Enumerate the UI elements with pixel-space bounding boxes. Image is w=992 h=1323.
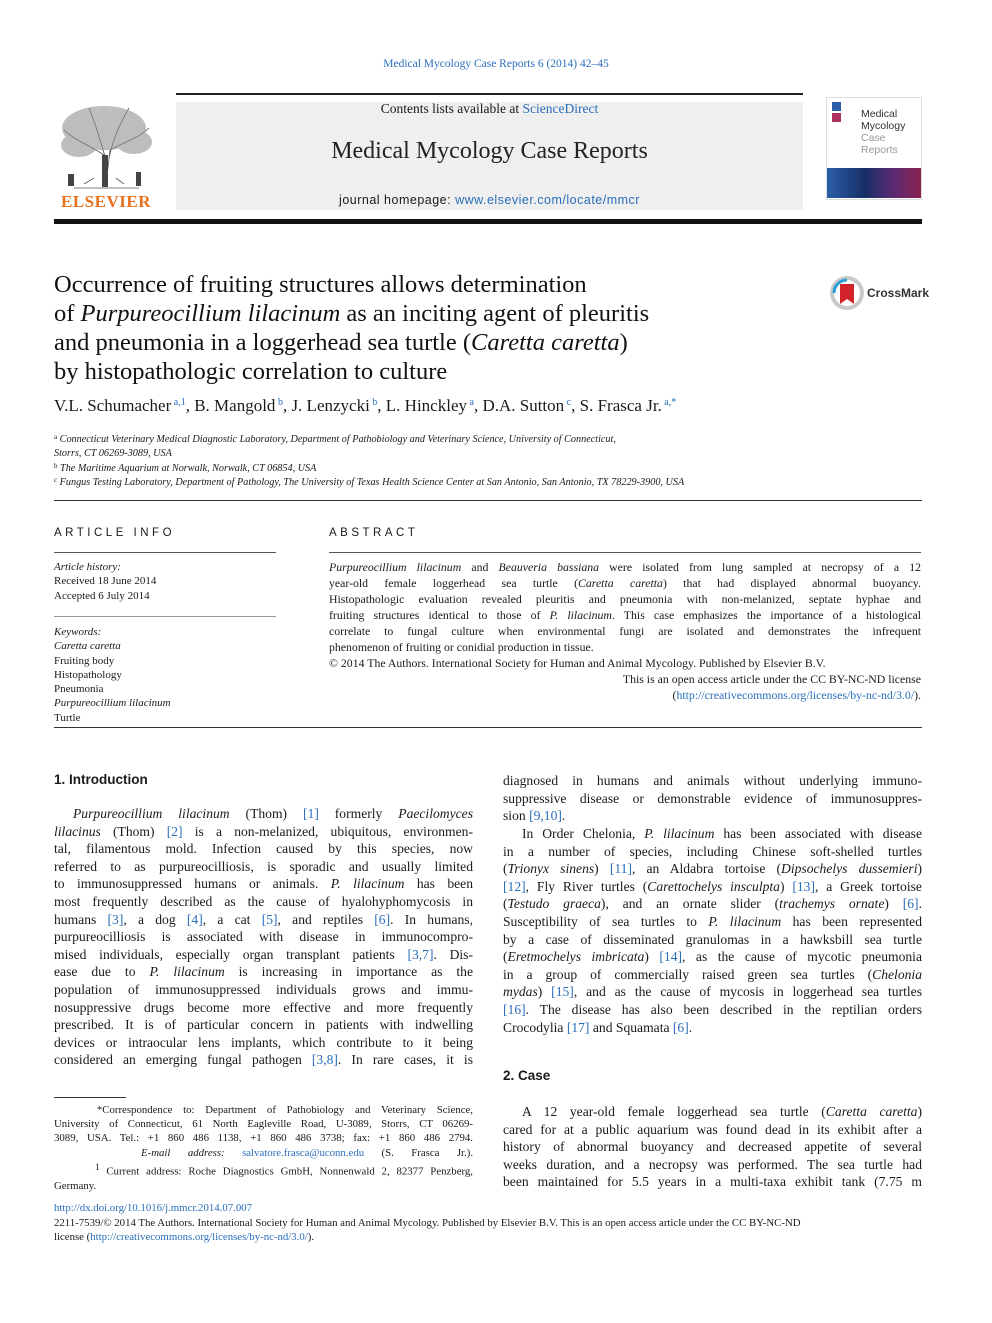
abstract-text — [329, 559, 921, 655]
chelonia-paragraph — [503, 825, 922, 1036]
author-affiliation-marker[interactable]: a,* — [661, 397, 677, 408]
crossmark-badge[interactable] — [829, 275, 929, 311]
citation-link[interactable]: [6] — [672, 1019, 689, 1035]
citation-link[interactable]: [17] — [566, 1019, 590, 1035]
footnote-line: 3089, USA. Tel.: +1 860 486 1138, +1 860 486 3738; fax: +1 860 486 2794. — [54, 1132, 473, 1145]
journal-homepage — [176, 193, 803, 207]
abstract-open-access: This is an open access article under the CC BY-NC-ND license — [622, 672, 921, 686]
abstract-line: Purpureocillium lilacinum and Beauveria bassiana were isolated from lung sampled at necropsy of a 12 — [329, 560, 921, 574]
body-line: sion [9,10]. — [503, 808, 566, 824]
body-line: devices or intraocular lens implants, which contribute to it being — [54, 1034, 473, 1050]
body-line: considered an emerging fungal pathogen [3,8]. In rare cases, it is — [54, 1052, 473, 1068]
journal-title[interactable]: Medical Mycology Case Reports — [331, 138, 648, 164]
body-line: diagnosed in humans and animals without underlying immuno- — [503, 773, 922, 788]
keyword-list — [54, 639, 276, 725]
author-affiliation-marker[interactable]: b — [369, 397, 378, 408]
cover-title-line: Mycology — [861, 120, 906, 132]
homepage-link[interactable]: www.elsevier.com/locate/mmcr — [455, 193, 640, 207]
title-segment: Occurrence of fruiting structures allows determination — [54, 271, 587, 298]
article-info-heading: ARTICLE INFO — [54, 527, 176, 539]
license-prefix: license ( — [54, 1231, 91, 1243]
case-heading: 2. Case — [503, 1068, 551, 1083]
affiliation-marker: a — [54, 433, 58, 441]
abstract-license: (http://creativecommons.org/licenses/by-nc-nd/3.0/). — [672, 688, 921, 702]
abstract-line: phenomenon of fruiting or conidial production in tissue. — [329, 640, 594, 654]
author-name[interactable]: S. Frasca Jr. — [579, 396, 662, 415]
body-line: in a number of species, including Chinese soft-shelled turtles — [503, 843, 922, 859]
crossmark-label: CrossMark — [867, 286, 930, 300]
footnote-line: *Correspondence to: Department of Pathobiology and Veterinary Science, — [54, 1104, 473, 1116]
body-line: lilacinus (Thom) [2] is a non-melanized, ubiquitous, environmen- — [54, 823, 473, 839]
affiliation-marker: b — [54, 462, 58, 470]
citation-link[interactable]: [5] — [261, 911, 278, 927]
affiliations-rule — [54, 500, 922, 501]
citation-link[interactable]: [3,7] — [407, 946, 434, 962]
abstract-license-link[interactable]: http://creativecommons.org/licenses/by-nc-nd/3.0/ — [676, 688, 915, 702]
crossmark-icon — [829, 275, 865, 311]
body-line: by a case of disseminated granulomas in a hawksbill sea turtle — [503, 931, 922, 947]
accepted-date: Accepted 6 July 2014 — [54, 589, 150, 602]
author-name[interactable]: J. Lenzycki — [291, 396, 370, 415]
license-line — [54, 1230, 924, 1245]
contents-line — [176, 101, 803, 117]
footnote-line: University of Connecticut, 61 North Eagleville Road, U-3089, Storrs, CT 06269- — [54, 1118, 473, 1131]
title-segment: as an inciting agent of pleuritis — [340, 300, 650, 327]
citation-link[interactable]: salvatore.frasca@uconn.edu — [242, 1146, 365, 1159]
cover-title-line: Case — [861, 132, 886, 144]
title-segment: by histopathologic correlation to culture — [54, 358, 448, 385]
body-line: population of immunosuppressed individuals grows and immu- — [54, 981, 473, 997]
cover-image-strip — [827, 168, 921, 198]
citation-link[interactable]: [15] — [551, 984, 574, 1000]
body-line: Susceptibility of sea turtles to P. lilacinum has been represented — [503, 913, 923, 929]
author-affiliation-marker[interactable]: a,1 — [171, 397, 186, 408]
abstract-rule — [329, 552, 921, 553]
affiliation-c — [54, 473, 924, 490]
cover-square-icon — [832, 113, 841, 122]
footnote-line: E-mail address: salvatore.frasca@uconn.edu (S. Frasca Jr.). — [141, 1146, 474, 1159]
author-affiliation-marker[interactable]: b — [275, 397, 283, 408]
footnotes — [54, 1103, 473, 1193]
body-line: nosuppressive drugs become more effective and more frequently — [54, 999, 473, 1015]
body-line: mydas) [15], and as the cause of mycosis in loggerhead sea turtles — [503, 984, 922, 1000]
received-date: Received 18 June 2014 — [54, 575, 157, 588]
citation-link[interactable]: [12] — [503, 878, 526, 894]
license-link[interactable]: http://creativecommons.org/licenses/by-nc-nd/3.0/ — [90, 1231, 308, 1243]
body-line: [12], Fly River turtles (Carettochelys insculpta) [13], a Greek tortoise — [503, 878, 922, 894]
author-name[interactable]: B. Mangold — [194, 396, 276, 415]
body-line: A 12 year-old female loggerhead sea turtle (Caretta caretta) — [522, 1104, 922, 1119]
elsevier-logo[interactable] — [54, 100, 158, 212]
abstract-body — [329, 559, 921, 703]
keywords-block — [54, 625, 276, 725]
body-line: (Eretmochelys imbricata) [14], as the cause of mycotic pneumonia — [503, 949, 922, 965]
body-line: [16]. The disease has also been described in the reptilian orders — [503, 1001, 922, 1017]
body-line: cared for at a public aquarium was found dead in its exhibit after a — [503, 1121, 922, 1137]
case-paragraph — [503, 1103, 922, 1191]
citation-link[interactable]: [2] — [166, 823, 183, 839]
doi-link[interactable]: http://dx.doi.org/10.1016/j.mmcr.2014.07.007 — [54, 1202, 253, 1214]
journal-citation[interactable]: Medical Mycology Case Reports 6 (2014) 42–45 — [383, 58, 609, 70]
abstract-copyright: © 2014 The Authors. International Society for Human and Animal Mycology. Published by Elsevier B.V. — [329, 656, 826, 670]
keywords-rule — [54, 616, 276, 617]
abstract-line: fruiting structures identical to those of P. lilacinum. This case emphasizes the importance of a histological — [329, 608, 921, 622]
citation-link[interactable]: [16] — [503, 1001, 526, 1017]
title-italic-segment: Caretta caretta — [471, 329, 620, 356]
body-line: weeks duration, and a necropsy was performed. The sea turtle had — [503, 1156, 922, 1172]
license-suffix: ). — [307, 1231, 315, 1243]
author-affiliation-marker[interactable]: a — [467, 397, 474, 408]
title-italic-segment: Purpureocillium lilacinum — [80, 300, 341, 327]
abstract-line: year-old female loggerhead sea turtle (Caretta caretta) that had displayed abnormal buoyancy. — [329, 576, 921, 590]
cover-title-line: Reports — [861, 144, 898, 156]
introduction-heading: 1. Introduction — [54, 772, 148, 787]
author-list: V.L. Schumacher $^{a,1}$, B. Mangold $^b$, J. Lenzycki $^b$, L. Hinckley $^a$, D.A. Sutton $^c$, S. Frasca Jr. $^{a,*}$ — [54, 396, 677, 415]
citation-link[interactable]: [14] — [659, 949, 683, 965]
body-line: to immunosuppressed humans or animals. P. lilacinum has been — [54, 876, 473, 892]
body-line: mised individuals, especially organ transplant patients [3,7]. Dis- — [54, 946, 473, 962]
citation-link[interactable]: [11] — [609, 861, 632, 877]
body-line: suppressive disease or demonstrable evidence of immunosuppres- — [503, 790, 922, 806]
homepage-prefix: journal homepage: — [339, 193, 452, 207]
article-title — [54, 270, 774, 386]
issn-line: 2211-7539/© 2014 The Authors. International Society for Human and Animal Mycology. Published by Elsevier B.V. This is an open access article under the CC BY-NC-ND — [54, 1216, 801, 1229]
body-line: ease due to P. lilacinum is increasing in importance as the — [54, 964, 473, 980]
keyword-item: Caretta caretta — [54, 640, 121, 653]
affiliation-text-line2: Storrs, CT 06269-3089, USA — [54, 448, 172, 459]
keyword-item: Histopathology — [54, 668, 122, 681]
introduction-paragraph — [54, 805, 473, 1069]
sciencedirect-link[interactable]: ScienceDirect — [522, 101, 599, 116]
bottom-matter — [54, 1201, 924, 1245]
history-label: Article history: — [54, 561, 121, 573]
footnote-line: $^1$ Current address: Roche Diagnostics GmbH, Nonnenwald 2, 82377 Penzberg, — [95, 1161, 473, 1178]
footnote-rule — [54, 1097, 126, 1098]
elsevier-wordmark: ELSEVIER — [61, 192, 151, 211]
footnote-line: Germany. — [54, 1179, 97, 1192]
keyword-item: Fruiting body — [54, 654, 115, 667]
body-line: most frequently described as the cause of hyalohyphomycosis in — [54, 893, 473, 909]
body-line: (Trionyx sinens) [11], an Aldabra tortoise (Dipsochelys dussemieri) — [503, 861, 923, 877]
abstract-heading: ABSTRACT — [329, 527, 419, 539]
body-line: humans [3], a dog [4], a cat [5], and reptiles [6]. In humans, — [54, 911, 473, 927]
keyword-item: Purpureocillium lilacinum — [54, 697, 171, 710]
journal-cover-thumbnail[interactable] — [826, 97, 922, 200]
citation-link[interactable]: [6] — [374, 911, 391, 927]
body-line: in a group of commercially raised green sea turtles (Chelonia — [503, 966, 922, 982]
cover-title — [861, 108, 905, 156]
affiliation-text: Connecticut Veterinary Medical Diagnostic Laboratory, Department of Pathobiology and Veterinary Science, University of Connecticut, — [59, 434, 616, 445]
keywords-label: Keywords: — [54, 626, 102, 638]
body-line: (Testudo graeca), and an ornate slider (trachemys ornate) [6]. — [503, 896, 922, 912]
body-line: been maintained for 5.5 years in a multi-taxa exhibit tank (7.75 m — [503, 1174, 922, 1190]
affiliation-text: Fungus Testing Laboratory, Department of Pathology, The University of Texas Health Science Center at San Antonio, San Antonio, TX 78229-3900, USA — [59, 477, 685, 488]
body-line: referred to as purpureocilliosis, is sporadic and usually limited — [54, 858, 473, 874]
affiliation-marker: c — [54, 476, 58, 484]
keyword-item: Turtle — [54, 711, 81, 724]
author-name[interactable]: V.L. Schumacher — [54, 396, 172, 415]
article-info-rule — [54, 552, 276, 553]
cover-title-line: Medical — [861, 108, 898, 120]
abstract-line: Histopathologic evaluation revealed pleuritis and pneumonia with non-melanized, septate hyphae and — [329, 592, 921, 606]
author-name[interactable]: D.A. Sutton — [482, 396, 565, 415]
introduction-paragraph-continued — [503, 772, 922, 825]
contents-prefix: Contents lists available at — [380, 101, 520, 116]
abstract-bottom-rule — [54, 727, 922, 728]
article-history — [54, 560, 276, 603]
citation-link[interactable]: [3] — [107, 911, 124, 927]
body-line: Crocodylia [17] and Squamata [6]. — [503, 1019, 693, 1035]
body-line: prescribed. It is of particular concern in patients with indwelling — [54, 1017, 473, 1033]
citation-link[interactable]: [3,8] — [311, 1052, 338, 1068]
affiliation-text: The Maritime Aquarium at Norwalk, Norwalk, CT 06854, USA — [60, 463, 317, 474]
title-segment: of — [54, 300, 81, 327]
author-name[interactable]: L. Hinckley — [385, 396, 467, 415]
affiliation-a — [54, 430, 924, 461]
citation-link[interactable]: [6] — [902, 896, 919, 912]
citation-link[interactable]: [13] — [792, 878, 815, 894]
body-line: Purpureocillium lilacinum (Thom) [1] formerly Paecilomyces — [73, 806, 473, 821]
citation-link[interactable]: [1] — [303, 806, 319, 821]
body-line: purpureocilliosis is associated with disease in immunocompro- — [54, 929, 473, 945]
header-rule — [54, 219, 922, 224]
keyword-item: Pneumonia — [54, 683, 104, 696]
body-line: history of abnormal buoyancy and decreased appetite of several — [503, 1139, 922, 1155]
citation-link[interactable]: [4] — [186, 911, 203, 927]
title-segment: and pneumonia in a loggerhead sea turtle ( — [54, 329, 472, 356]
cover-square-icon — [832, 102, 841, 111]
abstract-line: correlate to fungal culture when environmental fungi are isolated and demonstrates the infrequent — [329, 624, 921, 638]
citation-link[interactable]: [9,10] — [529, 808, 562, 824]
banner-top-rule — [176, 93, 803, 95]
title-segment: ) — [619, 329, 628, 356]
body-line: tal, filamentous mold. Infection caused by this species, now — [54, 841, 473, 857]
body-line: In Order Chelonia, P. lilacinum has been associated with disease — [522, 826, 922, 841]
author-affiliation-marker[interactable]: c — [564, 397, 572, 408]
